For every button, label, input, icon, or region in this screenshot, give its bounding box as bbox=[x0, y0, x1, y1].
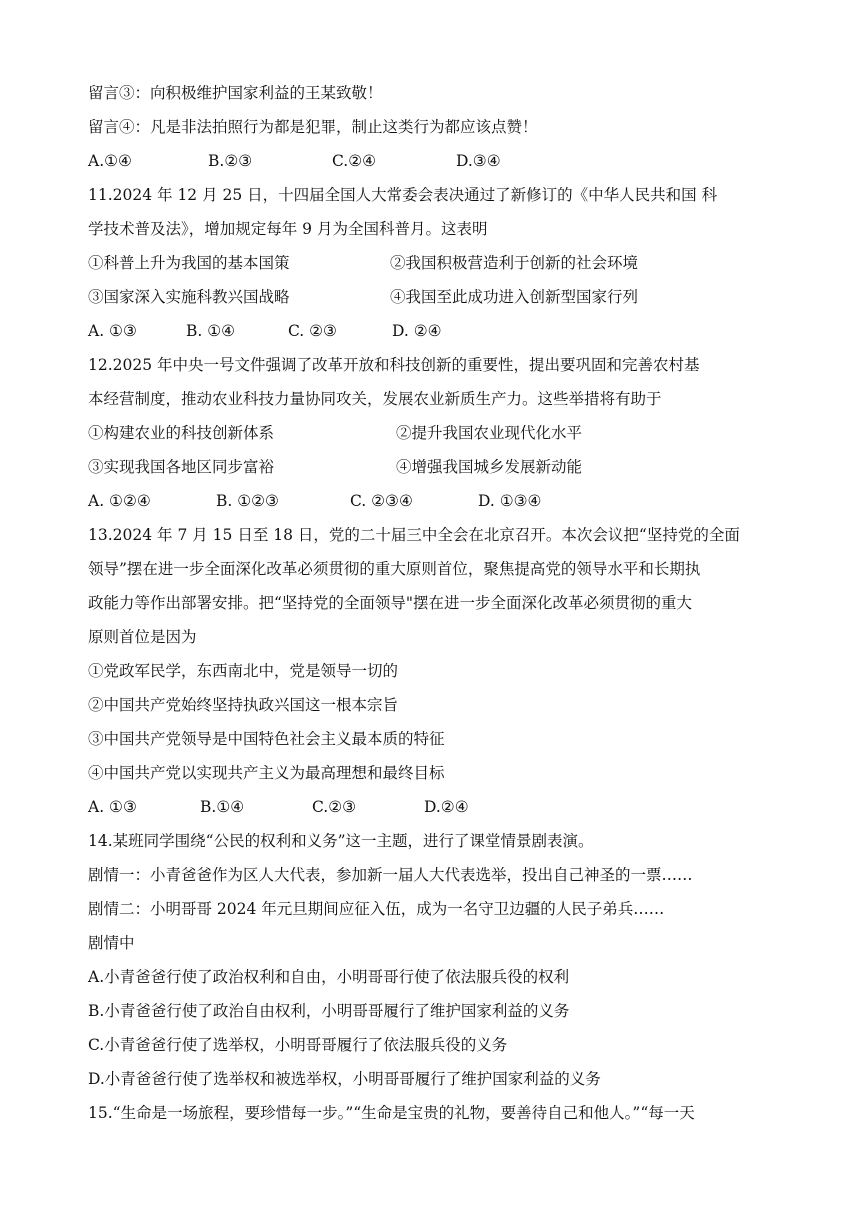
q12-option-a: A. ①②④ bbox=[88, 492, 151, 510]
q13-stem-line-3: 政能力等作出部署安排。把“坚持党的全面领导"摆在进一步全面深化改革必须贯彻的重大 bbox=[88, 594, 693, 612]
q12-item-4: ④增强我国城乡发展新动能 bbox=[396, 458, 583, 476]
q12-option-d: D. ①③④ bbox=[478, 492, 542, 510]
q13-option-c: C.②③ bbox=[312, 798, 357, 816]
q13-stem-line-4: 原则首位是因为 bbox=[88, 628, 197, 646]
q12-option-c: C. ②③④ bbox=[350, 492, 413, 510]
q12-stem-line-2: 本经营制度，推动农业科技力量协同攻关，发展农业新质生产力。这些举措将有助于 bbox=[88, 390, 662, 408]
q11-item-2: ②我国积极营造利于创新的社会环境 bbox=[390, 254, 639, 272]
q11-item-1: ①科普上升为我国的基本国策 bbox=[88, 254, 290, 272]
comment-3: 留言③：向积极维护国家利益的王某致敬！ bbox=[88, 84, 383, 102]
q10-option-a: A.①④ bbox=[88, 152, 132, 170]
q14-option-a: A.小青爸爸行使了政治权利和自由，小明哥哥行使了依法服兵役的权利 bbox=[88, 968, 570, 986]
q13-stem-line-2: 领导”摆在进一步全面深化改革必须贯彻的重大原则首位，聚焦提高党的领导水平和长期执 bbox=[88, 560, 701, 578]
q13-option-d: D.②④ bbox=[424, 798, 469, 816]
q14-plot-2: 剧情二：小明哥哥 2024 年元旦期间应征入伍，成为一名守卫边疆的人民子弟兵…… bbox=[88, 900, 665, 918]
q13-option-a: A. ①③ bbox=[88, 798, 137, 816]
q11-option-d: D. ②④ bbox=[392, 322, 442, 340]
q11-option-c: C. ②③ bbox=[288, 322, 337, 340]
q11-stem-line-2: 学技术普及法》，增加规定每年 9 月为全国科普月。这表明 bbox=[88, 220, 488, 238]
q10-option-b: B.②③ bbox=[208, 152, 253, 170]
q13-item-3: ③中国共产党领导是中国特色社会主义最本质的特征 bbox=[88, 730, 445, 748]
q14-plot-1: 剧情一：小青爸爸作为区人大代表，参加新一届人大代表选举，投出自己神圣的一票…… bbox=[88, 866, 693, 884]
q13-item-2: ②中国共产党始终坚持执政兴国这一根本宗旨 bbox=[88, 696, 399, 714]
q13-option-b: B.①④ bbox=[200, 798, 245, 816]
q14-option-b: B.小青爸爸行使了政治自由权利，小明哥哥履行了维护国家利益的义务 bbox=[88, 1002, 570, 1020]
q11-item-3: ③国家深入实施科教兴国战略 bbox=[88, 288, 290, 306]
q11-option-b: B. ①④ bbox=[186, 322, 236, 340]
comment-4: 留言④：凡是非法拍照行为都是犯罪，制止这类行为都应该点赞！ bbox=[88, 118, 538, 136]
q15-stem-line-1: 15.“生命是一场旅程，要珍惜每一步。”“生命是宝贵的礼物，要善待自己和他人。”“每一天 bbox=[88, 1104, 695, 1122]
q12-item-3: ③实现我国各地区同步富裕 bbox=[88, 458, 275, 476]
q11-item-4: ④我国至此成功进入创新型国家行列 bbox=[390, 288, 639, 306]
q14-option-c: C.小青爸爸行使了选举权，小明哥哥履行了依法服兵役的义务 bbox=[88, 1036, 508, 1054]
q13-item-1: ①党政军民学，东西南北中，党是领导一切的 bbox=[88, 662, 399, 680]
q14-lead: 剧情中 bbox=[88, 934, 135, 952]
q12-option-b: B. ①②③ bbox=[216, 492, 279, 510]
q12-stem-line-1: 12.2025 年中央一号文件强调了改革开放和科技创新的重要性，提出要巩固和完善农村基 bbox=[88, 356, 700, 374]
q14-stem: 14.某班同学围绕“公民的权利和义务”这一主题，进行了课堂情景剧表演。 bbox=[88, 832, 594, 850]
q11-option-a: A. ①③ bbox=[88, 322, 137, 340]
q10-option-c: C.②④ bbox=[332, 152, 377, 170]
q12-item-1: ①构建农业的科技创新体系 bbox=[88, 424, 275, 442]
q11-stem-line-1: 11.2024 年 12 月 25 日，十四届全国人大常委会表决通过了新修订的《中华人民共和国 科 bbox=[88, 186, 718, 204]
q12-item-2: ②提升我国农业现代化水平 bbox=[396, 424, 583, 442]
q13-stem-line-1: 13.2024 年 7 月 15 日至 18 日，党的二十届三中全会在北京召开。本次会议把“坚持党的全面 bbox=[88, 526, 740, 544]
q13-item-4: ④中国共产党以实现共产主义为最高理想和最终目标 bbox=[88, 764, 445, 782]
q10-option-d: D.③④ bbox=[456, 152, 501, 170]
q14-option-d: D.小青爸爸行使了选举权和被选举权，小明哥哥履行了维护国家利益的义务 bbox=[88, 1070, 601, 1088]
